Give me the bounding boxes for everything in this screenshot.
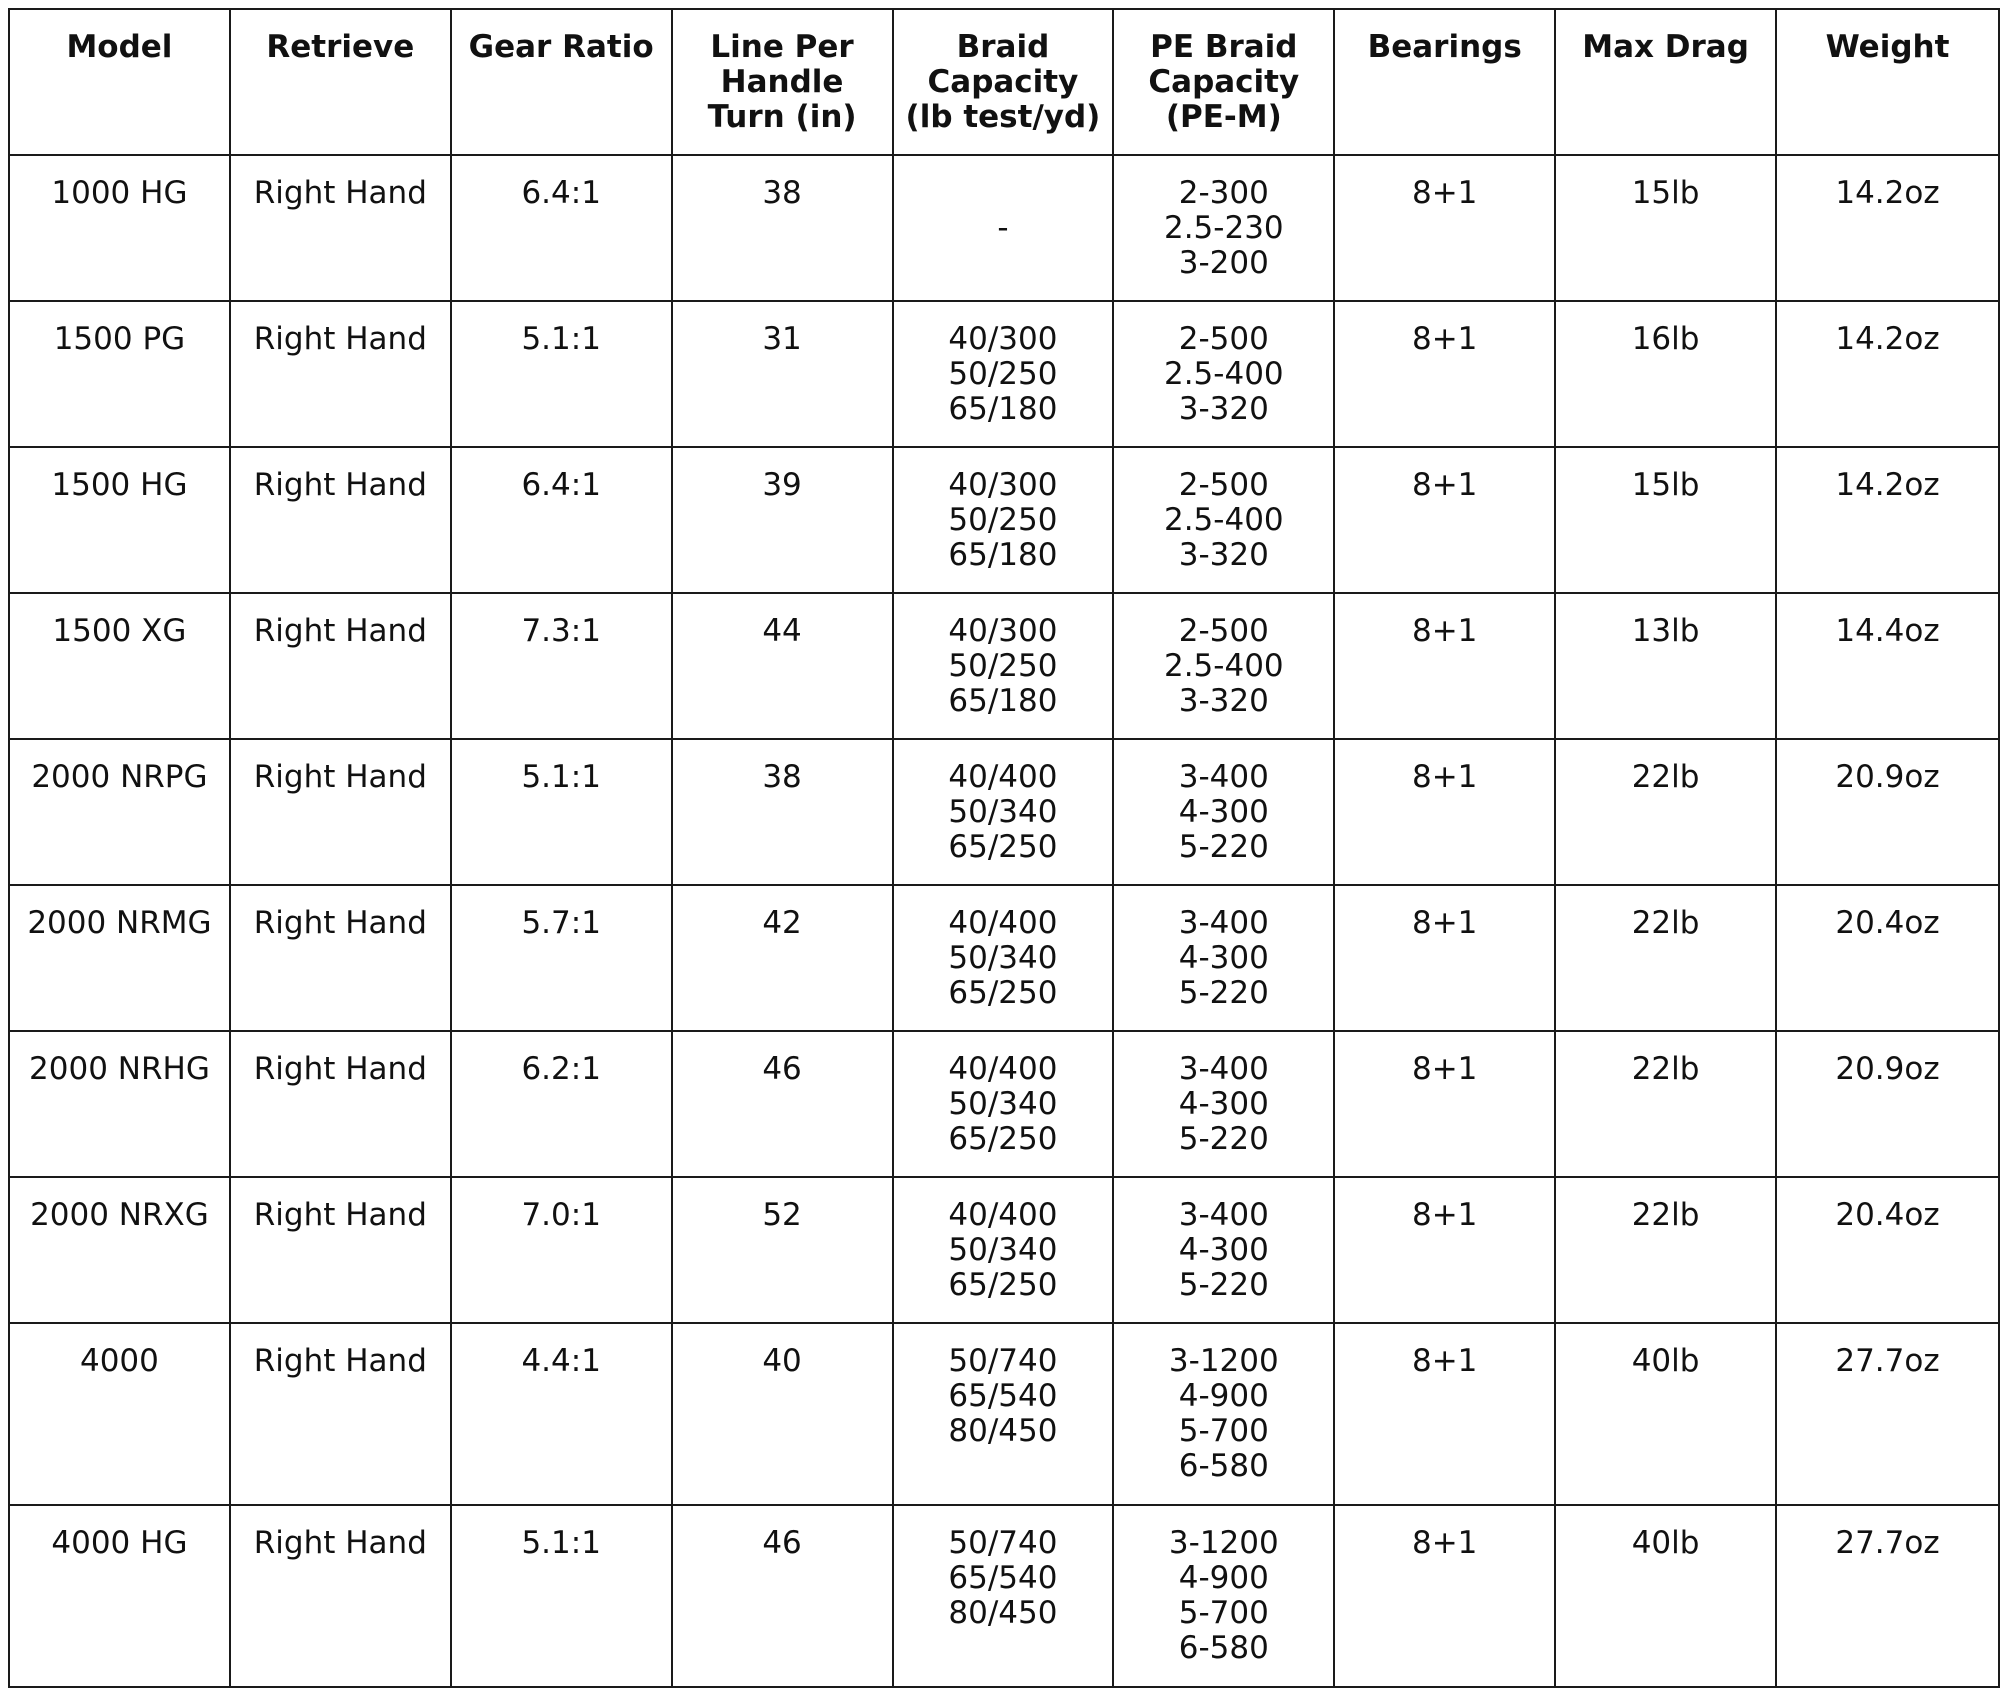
cell-line: 50/340 [948,794,1058,830]
table-row [9,155,1999,301]
cell-line: 50/250 [948,648,1058,684]
cell-line: 3-320 [1178,683,1269,719]
cell-weight: 14.4oz [1776,593,1999,739]
cell-pe-braid-capacity [1113,739,1334,885]
cell-braid-capacity [893,1177,1114,1323]
cell-line: 40/400 [948,1197,1058,1233]
cell-line-per-handle-turn: 40 [672,1323,893,1505]
cell-line-per-handle-turn: 38 [672,155,893,301]
cell-retrieve: Right Hand [230,1505,451,1687]
cell-line: 5-220 [1178,829,1269,865]
cell-line-per-handle-turn: 44 [672,593,893,739]
table-row [9,885,1999,1031]
cell-retrieve: Right Hand [230,301,451,447]
column-header-model [9,9,230,155]
column-header-line: Bearings [1367,29,1522,65]
cell-line: 2-500 [1178,613,1269,649]
reel-spec-table [8,8,2000,1688]
cell-gear-ratio: 5.7:1 [451,885,672,1031]
cell-gear-ratio: 5.1:1 [451,301,672,447]
cell-line: 50/740 [948,1343,1058,1379]
cell-max-drag: 13lb [1555,593,1776,739]
cell-max-drag: 22lb [1555,739,1776,885]
cell-line: 65/540 [948,1378,1058,1414]
cell-model: 1500 PG [9,301,230,447]
cell-bearings: 8+1 [1334,447,1555,593]
cell-line: 40/300 [948,613,1058,649]
cell-gear-ratio: 7.3:1 [451,593,672,739]
column-header-line: Line Per [710,29,854,65]
cell-retrieve: Right Hand [230,739,451,885]
cell-line: 3-200 [1178,245,1269,281]
cell-weight: 20.4oz [1776,1177,1999,1323]
cell-line-per-handle-turn: 38 [672,739,893,885]
column-header-line: Max Drag [1582,29,1749,65]
cell-bearings: 8+1 [1334,1177,1555,1323]
cell-line: 65/250 [948,975,1058,1011]
cell-line: 40/400 [948,905,1058,941]
table-row [9,593,1999,739]
cell-pe-braid-capacity [1113,885,1334,1031]
cell-line: 65/540 [948,1560,1058,1596]
cell-line-per-handle-turn: 31 [672,301,893,447]
table-body [9,155,1999,1687]
cell-braid-capacity [893,1323,1114,1505]
header-row [9,9,1999,155]
column-header-line: (PE-M) [1165,99,1282,135]
column-header-line: Braid [956,29,1050,65]
cell-line: 50/340 [948,1086,1058,1122]
cell-line: 2.5-230 [1163,210,1284,246]
cell-model: 1500 XG [9,593,230,739]
cell-line: 2-500 [1178,321,1269,357]
cell-max-drag: 22lb [1555,1031,1776,1177]
column-header-bearings [1334,9,1555,155]
cell-gear-ratio: 7.0:1 [451,1177,672,1323]
table-row [9,739,1999,885]
cell-max-drag: 22lb [1555,1177,1776,1323]
column-header-line: Capacity [927,64,1079,100]
cell-max-drag: 40lb [1555,1323,1776,1505]
cell-model: 2000 NRPG [9,739,230,885]
column-header-line: (lb test/yd) [905,99,1101,135]
cell-line: 50/740 [948,1525,1058,1561]
cell-line-per-handle-turn: 46 [672,1031,893,1177]
column-header-gear-ratio [451,9,672,155]
column-header-line-per-handle-turn [672,9,893,155]
column-header-line: PE Braid [1150,29,1298,65]
table-row [9,1031,1999,1177]
column-header-braid-capacity [893,9,1114,155]
column-header-line: Model [66,29,173,65]
cell-line: 3-1200 [1168,1343,1279,1379]
cell-line: 6-580 [1178,1630,1269,1666]
cell-pe-braid-capacity [1113,593,1334,739]
cell-line: 2.5-400 [1163,648,1284,684]
cell-gear-ratio: 6.2:1 [451,1031,672,1177]
cell-gear-ratio: 6.4:1 [451,155,672,301]
column-header-line: Weight [1825,29,1950,65]
table-row [9,301,1999,447]
column-header-line: Turn (in) [707,99,857,135]
cell-line: 65/180 [948,537,1058,573]
cell-weight: 14.2oz [1776,447,1999,593]
table-row [9,1323,1999,1505]
cell-bearings: 8+1 [1334,1031,1555,1177]
cell-line: 3-320 [1178,391,1269,427]
cell-retrieve: Right Hand [230,593,451,739]
cell-line: 6-580 [1178,1448,1269,1484]
cell-line: 50/340 [948,940,1058,976]
cell-model: 4000 HG [9,1505,230,1687]
cell-pe-braid-capacity [1113,301,1334,447]
cell-line: 65/250 [948,829,1058,865]
cell-line: 80/450 [948,1595,1058,1631]
cell-line: 5-220 [1178,1267,1269,1303]
cell-line-per-handle-turn: 46 [672,1505,893,1687]
cell-line: 2-500 [1178,467,1269,503]
cell-line: 4-300 [1178,1232,1269,1268]
cell-bearings: 8+1 [1334,593,1555,739]
cell-braid-capacity [893,739,1114,885]
table-header [9,9,1999,155]
cell-model: 2000 NRMG [9,885,230,1031]
cell-bearings: 8+1 [1334,1323,1555,1505]
cell-line: 5-220 [1178,1121,1269,1157]
cell-line: 3-400 [1178,759,1269,795]
cell-line: 3-1200 [1168,1525,1279,1561]
cell-line: 40/300 [948,321,1058,357]
cell-weight: 14.2oz [1776,155,1999,301]
cell-gear-ratio: 4.4:1 [451,1323,672,1505]
cell-weight: 20.9oz [1776,1031,1999,1177]
column-header-line: Handle [720,64,844,100]
cell-line: 2.5-400 [1163,356,1284,392]
cell-line: 3-400 [1178,905,1269,941]
column-header-max-drag [1555,9,1776,155]
cell-line: - [997,209,1009,246]
cell-model: 2000 NRHG [9,1031,230,1177]
cell-line: 3-400 [1178,1197,1269,1233]
cell-weight: 14.2oz [1776,301,1999,447]
cell-line: 4-300 [1178,794,1269,830]
cell-gear-ratio: 6.4:1 [451,447,672,593]
cell-braid-capacity [893,885,1114,1031]
cell-bearings: 8+1 [1334,155,1555,301]
cell-braid-capacity [893,1505,1114,1687]
table-row [9,1505,1999,1687]
cell-gear-ratio: 5.1:1 [451,739,672,885]
cell-line: 4-900 [1178,1560,1269,1596]
cell-pe-braid-capacity [1113,1505,1334,1687]
cell-braid-capacity [893,593,1114,739]
cell-line: 50/250 [948,502,1058,538]
cell-line: 40/400 [948,1051,1058,1087]
column-header-line: Capacity [1148,64,1300,100]
cell-pe-braid-capacity [1113,1177,1334,1323]
cell-weight: 20.4oz [1776,885,1999,1031]
cell-pe-braid-capacity [1113,1323,1334,1505]
cell-max-drag: 16lb [1555,301,1776,447]
cell-line: 40/300 [948,467,1058,503]
cell-retrieve: Right Hand [230,1323,451,1505]
column-header-pe-braid-capacity [1113,9,1334,155]
cell-model: 2000 NRXG [9,1177,230,1323]
cell-line: 5-700 [1178,1413,1269,1449]
cell-line: 2.5-400 [1163,502,1284,538]
cell-model: 4000 [9,1323,230,1505]
cell-line: 50/250 [948,356,1058,392]
cell-retrieve: Right Hand [230,447,451,593]
cell-bearings: 8+1 [1334,1505,1555,1687]
cell-line: 65/250 [948,1121,1058,1157]
cell-line: 40/400 [948,759,1058,795]
cell-line: 65/250 [948,1267,1058,1303]
table-row [9,1177,1999,1323]
cell-pe-braid-capacity [1113,155,1334,301]
cell-pe-braid-capacity [1113,447,1334,593]
cell-line: 4-900 [1178,1378,1269,1414]
cell-weight: 27.7oz [1776,1505,1999,1687]
cell-max-drag: 15lb [1555,155,1776,301]
cell-line: 4-300 [1178,940,1269,976]
cell-braid-capacity [893,1031,1114,1177]
column-header-line: Retrieve [266,29,415,65]
cell-line-per-handle-turn: 42 [672,885,893,1031]
cell-retrieve: Right Hand [230,885,451,1031]
cell-weight: 20.9oz [1776,739,1999,885]
cell-braid-capacity [893,447,1114,593]
cell-bearings: 8+1 [1334,885,1555,1031]
cell-line: 65/180 [948,391,1058,427]
cell-max-drag: 40lb [1555,1505,1776,1687]
cell-line: 5-220 [1178,975,1269,1011]
cell-max-drag: 22lb [1555,885,1776,1031]
cell-retrieve: Right Hand [230,1031,451,1177]
cell-gear-ratio: 5.1:1 [451,1505,672,1687]
cell-braid-capacity [893,155,1114,301]
table-row [9,447,1999,593]
column-header-retrieve [230,9,451,155]
cell-weight: 27.7oz [1776,1323,1999,1505]
cell-model: 1500 HG [9,447,230,593]
cell-line: 3-320 [1178,537,1269,573]
cell-bearings: 8+1 [1334,739,1555,885]
cell-retrieve: Right Hand [230,1177,451,1323]
cell-model: 1000 HG [9,155,230,301]
cell-line-per-handle-turn: 52 [672,1177,893,1323]
cell-line: 2-300 [1178,175,1269,211]
cell-line: 5-700 [1178,1595,1269,1631]
cell-line: 3-400 [1178,1051,1269,1087]
cell-bearings: 8+1 [1334,301,1555,447]
cell-line: 4-300 [1178,1086,1269,1122]
cell-max-drag: 15lb [1555,447,1776,593]
cell-line: 80/450 [948,1413,1058,1449]
cell-pe-braid-capacity [1113,1031,1334,1177]
cell-retrieve: Right Hand [230,155,451,301]
column-header-weight [1776,9,1999,155]
column-header-line: Gear Ratio [468,29,654,65]
cell-line: 50/340 [948,1232,1058,1268]
cell-line: 65/180 [948,683,1058,719]
cell-line-per-handle-turn: 39 [672,447,893,593]
cell-braid-capacity [893,301,1114,447]
